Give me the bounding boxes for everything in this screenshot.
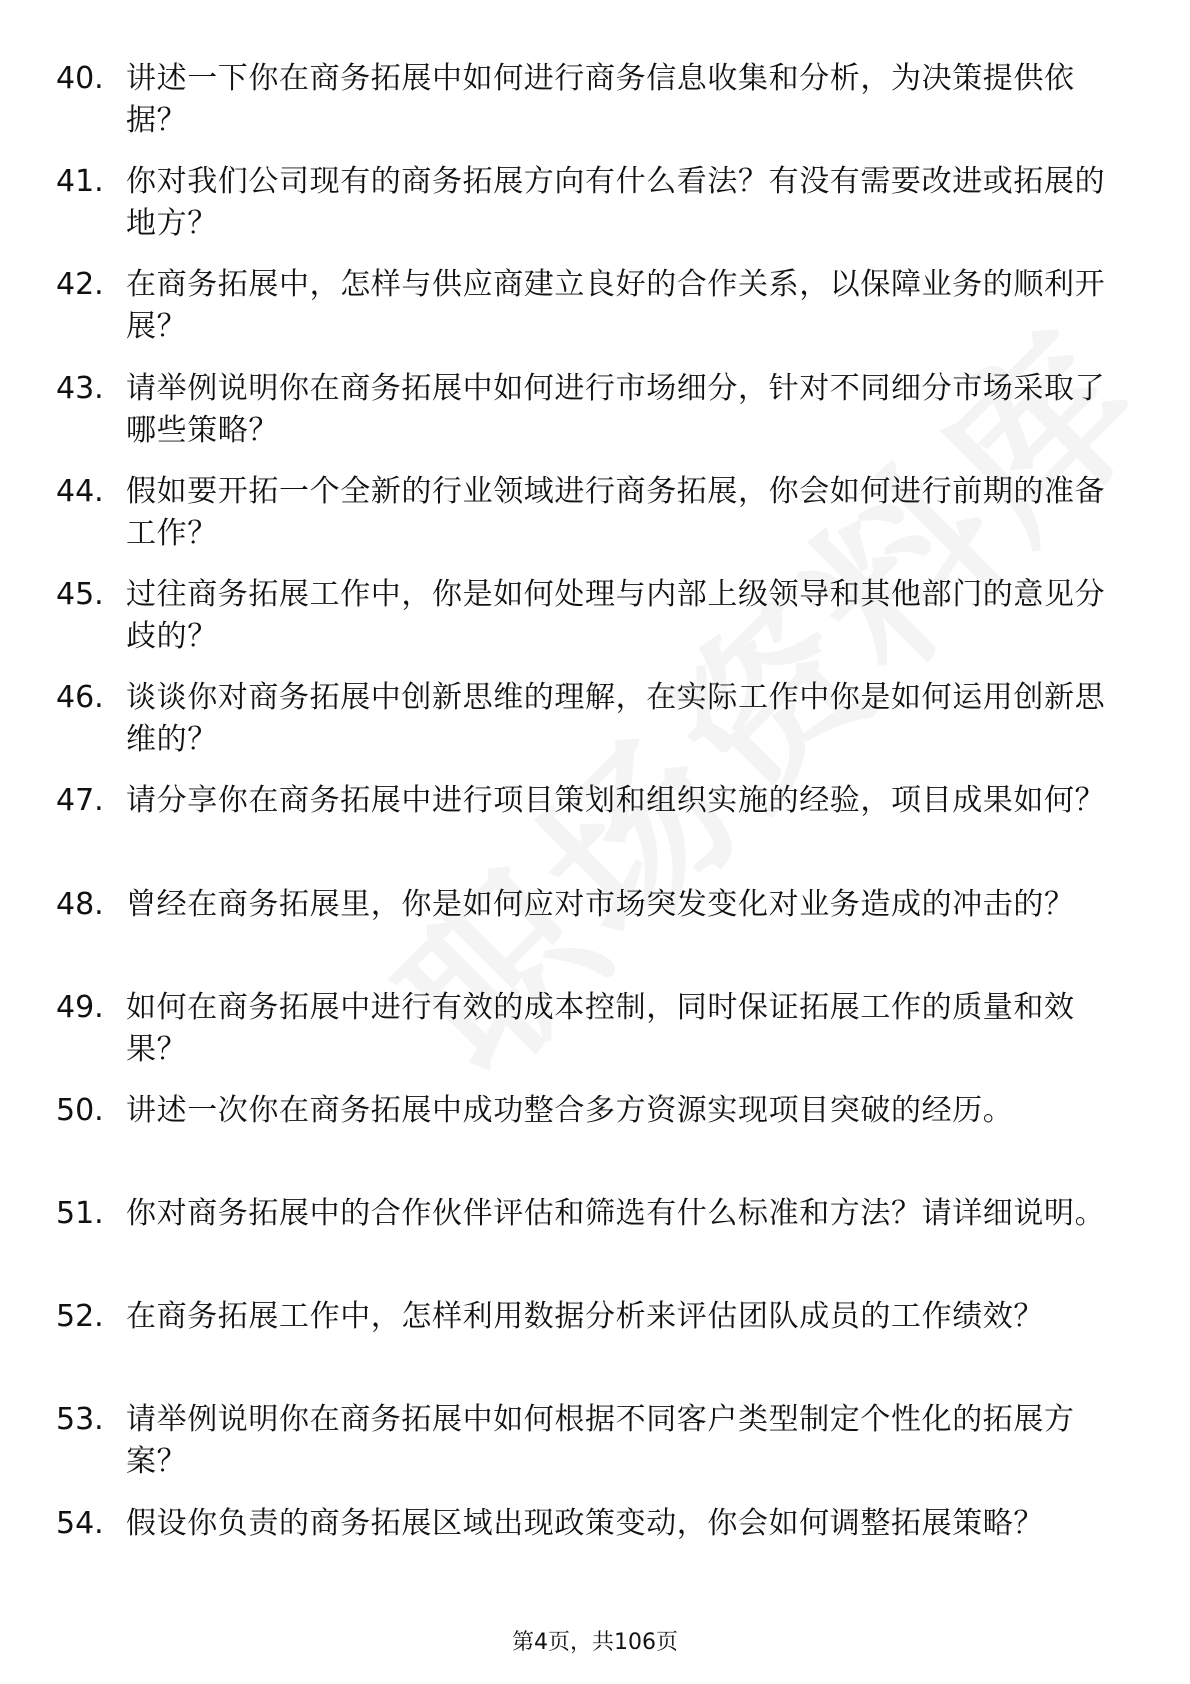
question-text: 过往商务拓展工作中，你是如何处理与内部上级领导和其他部门的意见分歧的？ xyxy=(126,576,1106,654)
list-item xyxy=(0,1286,1190,1389)
question-number: 40. xyxy=(56,61,104,96)
question-text: 谈谈你对商务拓展中创新思维的理解，在实际工作中你是如何运用创新思维的？ xyxy=(126,680,1106,758)
question-number: 45. xyxy=(56,576,104,612)
list-item xyxy=(0,1183,1190,1286)
question-text: 你对我们公司现有的商务拓展方向有什么看法？有没有需要改进或拓展的地方？ xyxy=(126,164,1106,242)
list-item xyxy=(0,358,1190,461)
list-item xyxy=(0,151,1190,254)
question-number: 54. xyxy=(56,1505,104,1541)
question-number: 42. xyxy=(56,267,104,303)
page-footer: 第4页，共106页 xyxy=(512,1630,678,1655)
question-text: 讲述一下你在商务拓展中如何进行商务信息收集和分析，为决策提供依据？ xyxy=(126,61,1075,138)
list-item xyxy=(0,667,1190,770)
question-number: 49. xyxy=(56,989,104,1025)
list-item xyxy=(0,1493,1190,1596)
question-text: 如何在商务拓展中进行有效的成本控制，同时保证拓展工作的质量和效果？ xyxy=(126,989,1075,1067)
question-number: 51. xyxy=(56,1196,104,1232)
list-item xyxy=(0,564,1190,667)
question-number: 47. xyxy=(56,783,104,819)
list-item xyxy=(0,461,1190,564)
list-item xyxy=(0,770,1190,873)
question-text: 请举例说明你在商务拓展中如何进行市场细分，针对不同细分市场采取了哪些策略？ xyxy=(126,370,1106,448)
question-number: 52. xyxy=(56,1299,104,1335)
question-text: 请分享你在商务拓展中进行项目策划和组织实施的经验，项目成果如何？ xyxy=(126,783,1106,819)
question-number: 44. xyxy=(56,473,104,509)
question-number: 53. xyxy=(56,1402,104,1438)
question-number: 46. xyxy=(56,680,104,716)
question-text: 在商务拓展工作中，怎样利用数据分析来评估团队成员的工作绩效？ xyxy=(126,1299,1044,1335)
question-text: 你对商务拓展中的合作伙伴评估和筛选有什么标准和方法？请详细说明。 xyxy=(126,1196,1106,1232)
question-text: 假设你负责的商务拓展区域出现政策变动，你会如何调整拓展策略？ xyxy=(126,1505,1044,1541)
list-item xyxy=(0,48,1190,151)
question-number: 43. xyxy=(56,370,104,406)
question-text: 讲述一次你在商务拓展中成功整合多方资源实现项目突破的经历。 xyxy=(126,1092,1014,1128)
question-number: 48. xyxy=(56,886,104,922)
question-text: 在商务拓展中，怎样与供应商建立良好的合作关系，以保障业务的顺利开展？ xyxy=(126,267,1106,345)
list-item xyxy=(0,874,1190,977)
list-item xyxy=(0,1080,1190,1183)
question-list xyxy=(0,48,1190,1596)
question-text: 请举例说明你在商务拓展中如何根据不同客户类型制定个性化的拓展方案？ xyxy=(126,1402,1075,1480)
question-number: 41. xyxy=(56,164,104,200)
question-text: 曾经在商务拓展里，你是如何应对市场突发变化对业务造成的冲击的？ xyxy=(126,886,1075,922)
question-text: 假如要开拓一个全新的行业领域进行商务拓展，你会如何进行前期的准备工作？ xyxy=(126,473,1106,551)
question-number: 50. xyxy=(56,1092,104,1128)
list-item xyxy=(0,254,1190,357)
list-item xyxy=(0,977,1190,1080)
list-item xyxy=(0,1389,1190,1492)
